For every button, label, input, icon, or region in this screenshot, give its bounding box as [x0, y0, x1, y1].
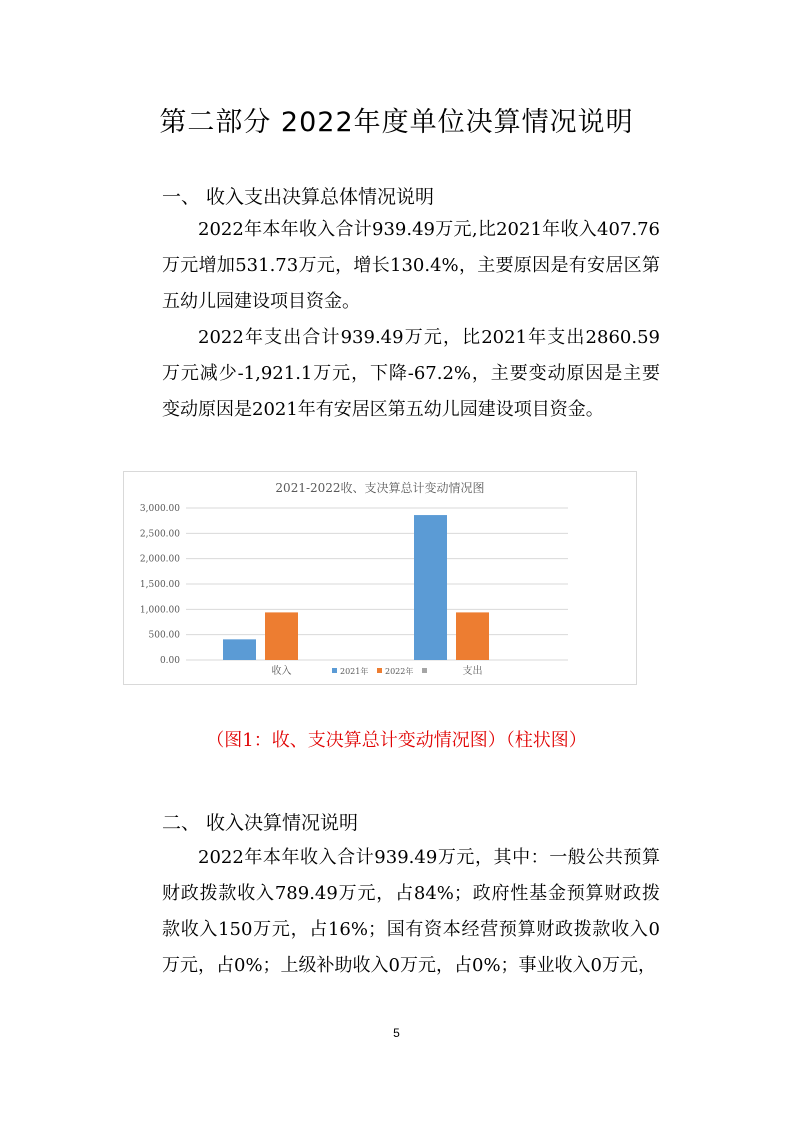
legend-swatch	[422, 668, 427, 673]
legend-label: 2022年	[385, 667, 414, 676]
y-tick-label: 1,000.00	[139, 605, 180, 616]
section1-paragraph-1: 2022年本年收入合计939.49万元,比2021年收入407.76万元增加531.73万元，增长130.4%，主要原因是有安居区第五幼儿园建设项目资金。	[162, 219, 660, 312]
x-tick-label: 支出	[462, 666, 483, 677]
y-tick-label: 3,000.00	[139, 504, 180, 514]
bar-2-2	[456, 612, 489, 660]
bar-1-2	[414, 515, 447, 660]
section1-paragraph-2: 2022年支出合计939.49万元，比2021年支出2860.59万元减少-1,921.1万元，下降-67.2%，主要变动原因是主要变动原因是2021年有安居区第五幼儿园建设项目资金。	[162, 327, 660, 420]
figure-caption: （图1：收、支决算总计变动情况图）（柱状图）	[206, 730, 587, 751]
y-tick-label: 2,000.00	[139, 554, 180, 565]
bar-chart-svg	[124, 472, 636, 684]
page-title: 第二部分 2022年度单位决算情况说明	[159, 107, 634, 138]
chart-title: 2021-2022收、支决算总计变动情况图	[275, 481, 485, 495]
legend-swatch	[332, 668, 337, 673]
y-tick-label: 0.00	[159, 656, 180, 666]
y-tick-label: 500.00	[148, 630, 180, 641]
y-tick-label: 2,500.00	[139, 529, 180, 540]
section1-heading: 一、 收入支出决算总体情况说明	[162, 186, 435, 208]
bar-1-1	[223, 639, 256, 660]
section2-heading: 二、 收入决算情况说明	[162, 812, 359, 834]
x-tick-label: 收入	[271, 666, 292, 677]
page-number: 5	[393, 1026, 400, 1040]
legend-label: 2021年	[340, 667, 369, 676]
legend-swatch	[377, 668, 382, 673]
section2-paragraph-1: 2022年本年收入合计939.49万元，其中：一般公共预算财政拨款收入789.49万元，占84%；政府性基金预算财政拨款收入150万元，占16%；国有资本经营预算财政拨款收入0万元，占0%；上级补助收入0万元，占0%；事业收入0万元，	[162, 847, 660, 976]
y-tick-label: 1,500.00	[139, 580, 180, 590]
bar-2-1	[265, 612, 298, 660]
bar-chart	[123, 471, 637, 685]
